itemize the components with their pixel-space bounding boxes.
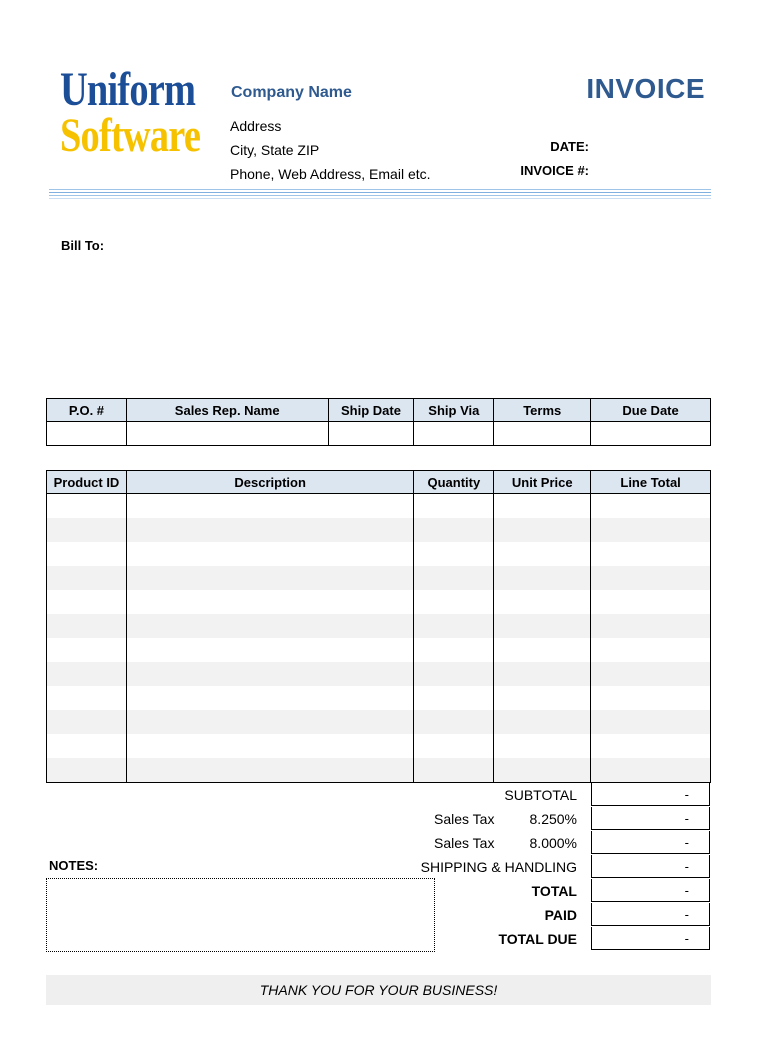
company-city: City, State ZIP: [230, 142, 320, 158]
header-rule: [49, 189, 711, 190]
unit-price-cell[interactable]: [494, 686, 591, 710]
shipping-value[interactable]: -: [591, 855, 710, 878]
description-header: Description: [126, 471, 413, 494]
unit-price-cell[interactable]: [494, 494, 591, 519]
table-row: [47, 614, 711, 638]
product-id-cell[interactable]: [47, 590, 127, 614]
unit-price-cell[interactable]: [494, 614, 591, 638]
sales-tax-2-rate[interactable]: 8.000%: [529, 835, 577, 851]
line-total-cell: [591, 734, 711, 758]
company-name: Company Name: [231, 84, 352, 101]
quantity-cell[interactable]: [414, 590, 494, 614]
sales-tax-1-label: Sales Tax: [434, 811, 495, 827]
line-total-cell: [591, 758, 711, 783]
line-total-cell: [591, 614, 711, 638]
paid-value[interactable]: -: [591, 903, 710, 926]
line-total-cell: [591, 566, 711, 590]
line-total-cell: [591, 518, 711, 542]
description-cell[interactable]: [126, 758, 413, 783]
line-total-cell: [591, 710, 711, 734]
table-row: [47, 422, 711, 446]
quantity-cell[interactable]: [414, 710, 494, 734]
shipping-label: SHIPPING & HANDLING: [420, 859, 577, 875]
sales-tax-2-value: -: [591, 831, 710, 854]
line-total-cell: [591, 542, 711, 566]
line-total-cell: [591, 590, 711, 614]
line-total-cell: [591, 494, 711, 519]
quantity-header: Quantity: [414, 471, 494, 494]
ship-date-cell[interactable]: [328, 422, 414, 446]
description-cell[interactable]: [126, 566, 413, 590]
product-id-cell[interactable]: [47, 662, 127, 686]
description-cell[interactable]: [126, 590, 413, 614]
product-id-cell[interactable]: [47, 686, 127, 710]
sales-tax-1-rate[interactable]: 8.250%: [529, 811, 577, 827]
description-cell[interactable]: [126, 662, 413, 686]
paid-label: PAID: [544, 907, 577, 923]
quantity-cell[interactable]: [414, 734, 494, 758]
total-due-value: -: [591, 927, 710, 950]
quantity-cell[interactable]: [414, 638, 494, 662]
due-date-header: Due Date: [591, 399, 711, 422]
line-total-header: Line Total: [591, 471, 711, 494]
quantity-cell[interactable]: [414, 494, 494, 519]
total-due-label: TOTAL DUE: [498, 931, 577, 947]
description-cell[interactable]: [126, 542, 413, 566]
description-cell[interactable]: [126, 734, 413, 758]
description-cell[interactable]: [126, 686, 413, 710]
ship-via-cell[interactable]: [414, 422, 494, 446]
order-info-table: [46, 398, 711, 446]
total-value: -: [591, 879, 710, 902]
table-row: [47, 566, 711, 590]
product-id-cell[interactable]: [47, 638, 127, 662]
subtotal-value: -: [591, 783, 710, 806]
sales-rep-cell[interactable]: [126, 422, 328, 446]
table-row: [47, 710, 711, 734]
header-rule: [49, 195, 711, 196]
table-row: [47, 662, 711, 686]
description-cell[interactable]: [126, 614, 413, 638]
product-id-cell[interactable]: [47, 518, 127, 542]
quantity-cell[interactable]: [414, 686, 494, 710]
total-label: TOTAL: [531, 883, 577, 899]
quantity-cell[interactable]: [414, 566, 494, 590]
table-row: [47, 638, 711, 662]
sales-rep-header: Sales Rep. Name: [126, 399, 328, 422]
terms-header: Terms: [494, 399, 591, 422]
unit-price-cell[interactable]: [494, 734, 591, 758]
sales-tax-2-label: Sales Tax: [434, 835, 495, 851]
invoice-title: INVOICE: [586, 73, 705, 104]
unit-price-cell[interactable]: [494, 518, 591, 542]
line-total-cell: [591, 662, 711, 686]
description-cell[interactable]: [126, 638, 413, 662]
po-number-cell[interactable]: [47, 422, 127, 446]
table-row: [47, 758, 711, 783]
quantity-cell[interactable]: [414, 542, 494, 566]
unit-price-cell[interactable]: [494, 566, 591, 590]
table-row: [47, 686, 711, 710]
description-cell[interactable]: [126, 518, 413, 542]
bill-to-label: Bill To:: [61, 238, 105, 253]
product-id-cell[interactable]: [47, 734, 127, 758]
invoice-number-label: INVOICE #:: [520, 163, 589, 178]
subtotal-label: SUBTOTAL: [504, 787, 577, 803]
header-rule: [49, 198, 711, 199]
product-id-cell[interactable]: [47, 566, 127, 590]
sales-tax-1-value: -: [591, 807, 710, 830]
ship-via-header: Ship Via: [414, 399, 494, 422]
product-id-cell[interactable]: [47, 614, 127, 638]
unit-price-cell[interactable]: [494, 662, 591, 686]
po-number-header: P.O. #: [47, 399, 127, 422]
line-total-cell: [591, 638, 711, 662]
table-row: [47, 494, 711, 519]
notes-box[interactable]: [46, 878, 435, 952]
table-row: [47, 542, 711, 566]
ship-date-header: Ship Date: [328, 399, 414, 422]
date-label: DATE:: [550, 139, 589, 154]
unit-price-cell[interactable]: [494, 710, 591, 734]
product-id-cell[interactable]: [47, 542, 127, 566]
due-date-cell[interactable]: [591, 422, 711, 446]
company-address: Address: [230, 118, 282, 134]
unit-price-cell[interactable]: [494, 590, 591, 614]
table-row: [47, 518, 711, 542]
table-row: [47, 590, 711, 614]
quantity-cell[interactable]: [414, 518, 494, 542]
product-id-header: Product ID: [47, 471, 127, 494]
description-cell[interactable]: [126, 494, 413, 519]
line-total-cell: [591, 686, 711, 710]
line-items-table: [46, 470, 711, 783]
company-contact: Phone, Web Address, Email etc.: [230, 166, 431, 182]
header-rule: [49, 192, 711, 193]
unit-price-cell[interactable]: [494, 638, 591, 662]
thank-you-footer: THANK YOU FOR YOUR BUSINESS!: [46, 975, 711, 1005]
quantity-cell[interactable]: [414, 614, 494, 638]
product-id-cell[interactable]: [47, 494, 127, 519]
table-row: [47, 734, 711, 758]
unit-price-cell[interactable]: [494, 542, 591, 566]
logo-uniform: Uniform: [60, 63, 196, 116]
quantity-cell[interactable]: [414, 758, 494, 783]
quantity-cell[interactable]: [414, 662, 494, 686]
unit-price-cell[interactable]: [494, 758, 591, 783]
description-cell[interactable]: [126, 710, 413, 734]
unit-price-header: Unit Price: [494, 471, 591, 494]
logo-software: Software: [60, 109, 201, 162]
product-id-cell[interactable]: [47, 758, 127, 783]
product-id-cell[interactable]: [47, 710, 127, 734]
notes-label: NOTES:: [49, 858, 99, 873]
terms-cell[interactable]: [494, 422, 591, 446]
